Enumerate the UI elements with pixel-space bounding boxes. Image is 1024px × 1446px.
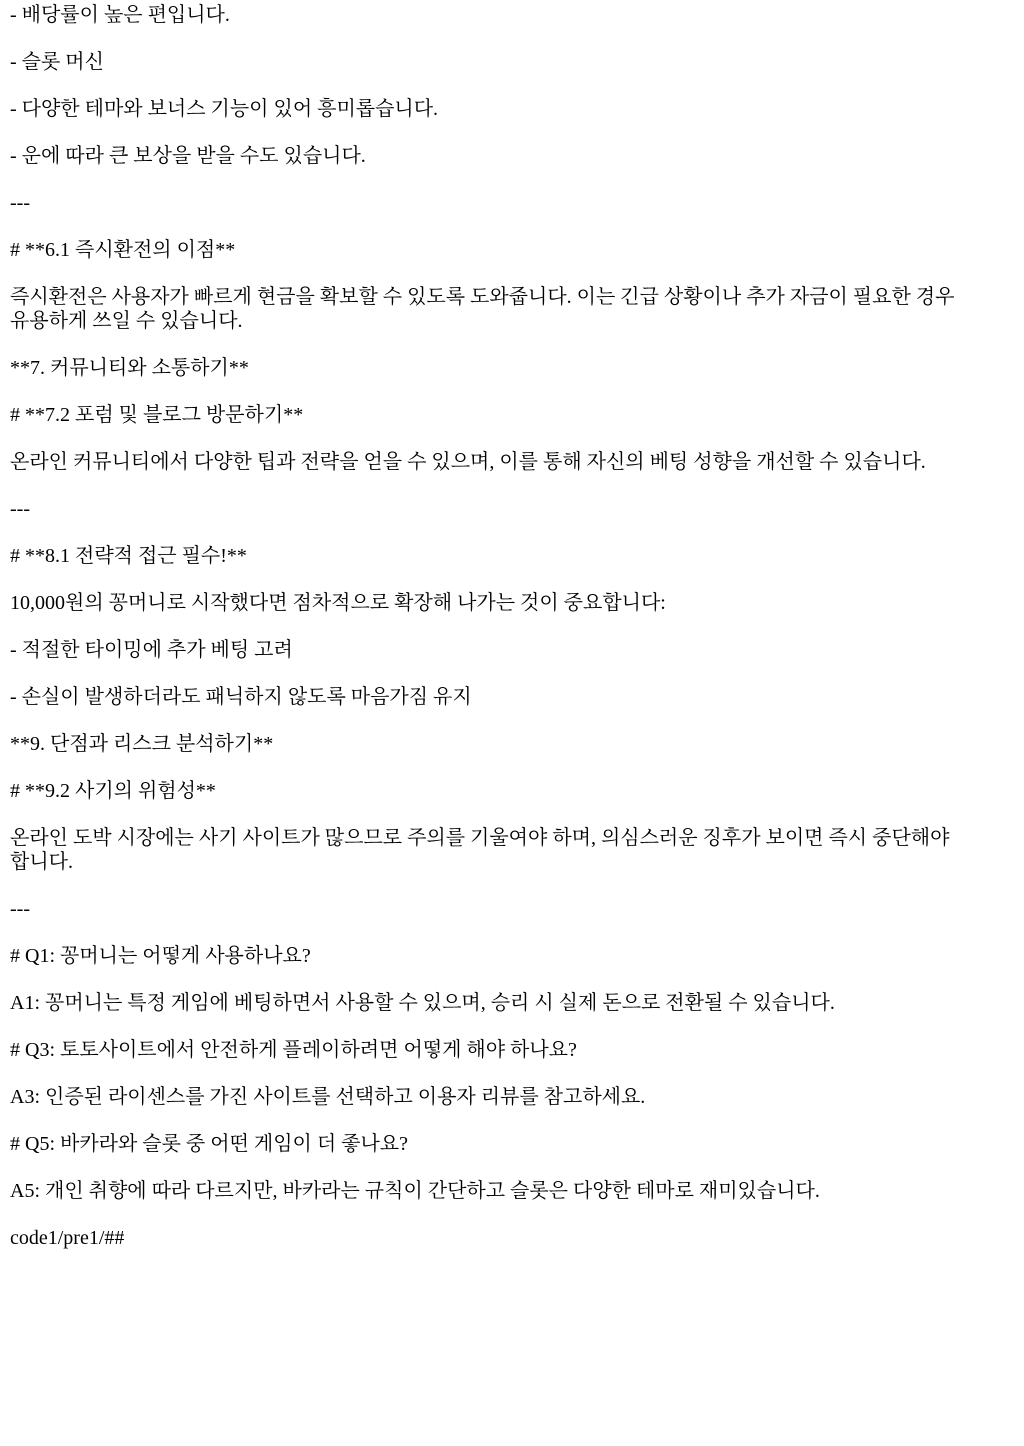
document-body [10, 0, 1014, 1250]
list-item: - 손실이 발생하더라도 패닉하지 않도록 마음가짐 유지 [10, 686, 472, 708]
faq-question: # Q3: 토토사이트에서 안전하게 플레이하려면 어떻게 해야 하나요? [10, 1039, 577, 1061]
faq-answer: A3: 인증된 라이센스를 가진 사이트를 선택하고 이용자 리뷰를 참고하세요. [10, 1086, 646, 1108]
body-paragraph: 10,000원의 꽁머니로 시작했다면 점차적으로 확장해 나가는 것이 중요합니다: [10, 592, 666, 614]
body-paragraph: 온라인 커뮤니티에서 다양한 팁과 전략을 얻을 수 있으며, 이를 통해 자신의 베팅 성향을 개선할 수 있습니다. [10, 451, 926, 473]
faq-answer: A1: 꽁머니는 특정 게임에 베팅하면서 사용할 수 있으며, 승리 시 실제 돈으로 전환될 수 있습니다. [10, 992, 835, 1014]
section-heading: # **9.2 사기의 위험성** [10, 780, 216, 802]
list-item: - 배당률이 높은 편입니다. [10, 4, 230, 26]
section-heading: # **7.2 포럼 및 블로그 방문하기** [10, 404, 304, 426]
section-heading: **9. 단점과 리스크 분석하기** [10, 733, 274, 755]
horizontal-rule-text: --- [10, 498, 30, 520]
list-item: - 적절한 타이밍에 추가 베팅 고려 [10, 639, 293, 661]
section-heading: **7. 커뮤니티와 소통하기** [10, 357, 249, 379]
horizontal-rule-text: --- [10, 192, 30, 214]
section-heading: # **8.1 전략적 접근 필수!** [10, 545, 247, 567]
horizontal-rule-text: --- [10, 898, 30, 920]
faq-answer: A5: 개인 취향에 따라 다르지만, 바카라는 규칙이 간단하고 슬롯은 다양한 테마로 재미있습니다. [10, 1180, 820, 1202]
list-item: - 다양한 테마와 보너스 기능이 있어 흥미롭습니다. [10, 98, 439, 120]
faq-question: # Q1: 꽁머니는 어떻게 사용하나요? [10, 945, 311, 967]
section-heading: # **6.1 즉시환전의 이점** [10, 239, 236, 261]
body-paragraph: 즉시환전은 사용자가 빠르게 현금을 확보할 수 있도록 도와줍니다. 이는 긴급 상황이나 추가 자금이 필요한 경우 유용하게 쓰일 수 있습니다. [10, 286, 955, 332]
list-item: - 슬롯 머신 [10, 51, 104, 73]
faq-question: # Q5: 바카라와 슬롯 중 어떤 게임이 더 좋나요? [10, 1133, 408, 1155]
list-item: - 운에 따라 큰 보상을 받을 수도 있습니다. [10, 145, 366, 167]
body-paragraph: 온라인 도박 시장에는 사기 사이트가 많으므로 주의를 기울여야 하며, 의심스러운 징후가 보이면 즉시 중단해야 합니다. [10, 827, 950, 873]
trailing-code-text: code1/pre1/## [10, 1227, 125, 1249]
